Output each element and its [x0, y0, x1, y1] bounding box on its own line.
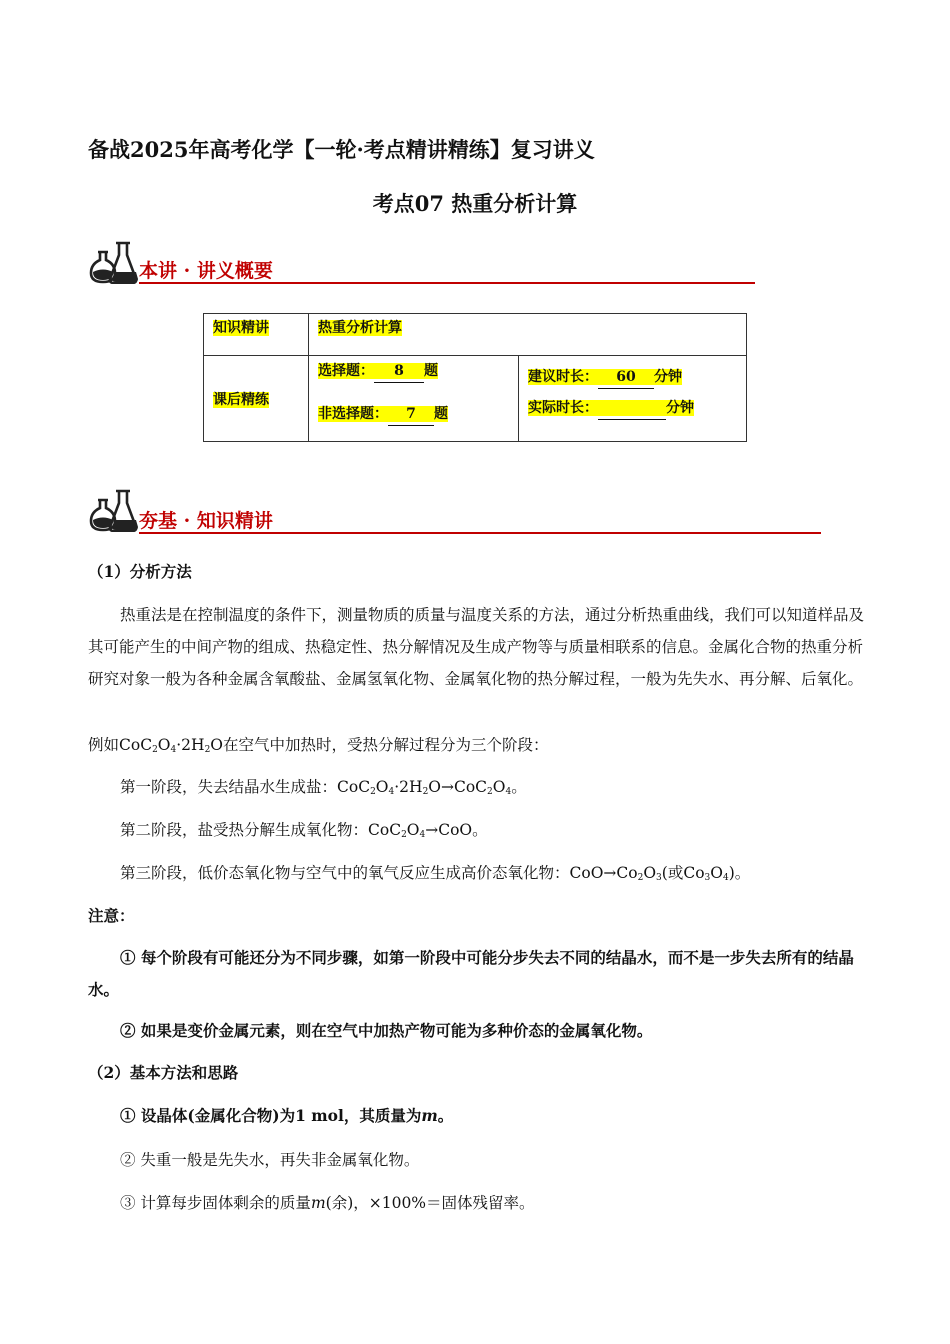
note-one: ① 每个阶段有可能还分为不同步骤，如第一阶段中可能分步失去不同的结晶水，而不是一步失去所有的结晶水。 [88, 948, 854, 999]
section-header-knowledge [88, 488, 828, 536]
overview-table [203, 313, 747, 442]
paragraph-thermogravimetry: 热重法是在控制温度的条件下，测量物质的质量与温度关系的方法，通过分析热重曲线，我们可以知道样品及其可能产生的中间产物的组成、热稳定性、热分解情况及生成产物等与质量相联系的信息。金属化合物的热重分析研究对象一般为各种金属含氧酸盐、金属氢氧化物、金属氧化物的热分解过程，一般为先失水、再分解、后氧化。 [88, 606, 865, 688]
nonchoice-question-count: 非选择题： 7 题 [318, 406, 448, 422]
example-line: 例如$CoC_2O_4\cdot 2H_2O$在空气中加热时，受热分解过程分为三个阶段： [88, 736, 549, 755]
heading-analysis-method: （1）分析方法 [88, 562, 192, 581]
suggested-duration: 建议时长： 60 分钟 [528, 369, 682, 385]
stage-one: 第一阶段，失去结晶水生成盐：$CoC_2O_4\cdot 2H_2O\to CoC_2O_4$。 [120, 778, 527, 797]
note-title: 注意： [88, 906, 135, 925]
table-cell [204, 314, 309, 356]
section-header-overview [88, 240, 758, 286]
actual-duration-blank[interactable] [598, 397, 666, 420]
heading-basic-method: （2）基本方法和思路 [88, 1063, 239, 1082]
section-underline [139, 532, 821, 534]
table-cell [519, 356, 747, 442]
topic-title: 考点07 热重分析计算 [372, 191, 578, 216]
section-underline [139, 282, 755, 284]
table-cell [204, 356, 309, 442]
note-two: ② 如果是变价金属元素，则在空气中加热产物可能为多种价态的金属氧化物。 [120, 1021, 653, 1040]
stage-three: 第三阶段，低价态氧化物与空气中的氧气反应生成高价态氧化物：$CoO\to Co_2O_3$(或$Co_3O_4$)。 [120, 864, 751, 883]
table-cell [309, 314, 747, 356]
flask-beaker-icon [88, 488, 138, 532]
choice-question-count: 选择题： 8 题 [318, 363, 438, 379]
step-two: ② 失重一般是先失水，再失非金属氧化物。 [120, 1151, 420, 1169]
stage-two: 第二阶段，盐受热分解生成氧化物：$CoC_2O_4\to CoO$。 [120, 821, 488, 840]
row-label-practice: 课后精练 [213, 391, 269, 408]
step-three: ③ 计算每步固体剩余的质量m(余)，×100%＝固体残留率。 [120, 1194, 535, 1212]
section-title-overview: 本讲 · 讲义概要 [139, 260, 273, 282]
row-label-knowledge: 知识精讲 [213, 320, 269, 336]
flask-beaker-icon [88, 240, 138, 284]
actual-duration: 实际时长： 分钟 [528, 400, 694, 416]
section-title-knowledge: 夯基 · 知识精讲 [139, 510, 273, 532]
row-value-topic: 热重分析计算 [318, 320, 402, 336]
step-one: ① 设晶体(金属化合物)为1 mol，其质量为m。 [120, 1106, 454, 1125]
document-title: 备战2025年高考化学【一轮·考点精讲精练】复习讲义 [88, 137, 595, 162]
table-cell [309, 356, 519, 442]
